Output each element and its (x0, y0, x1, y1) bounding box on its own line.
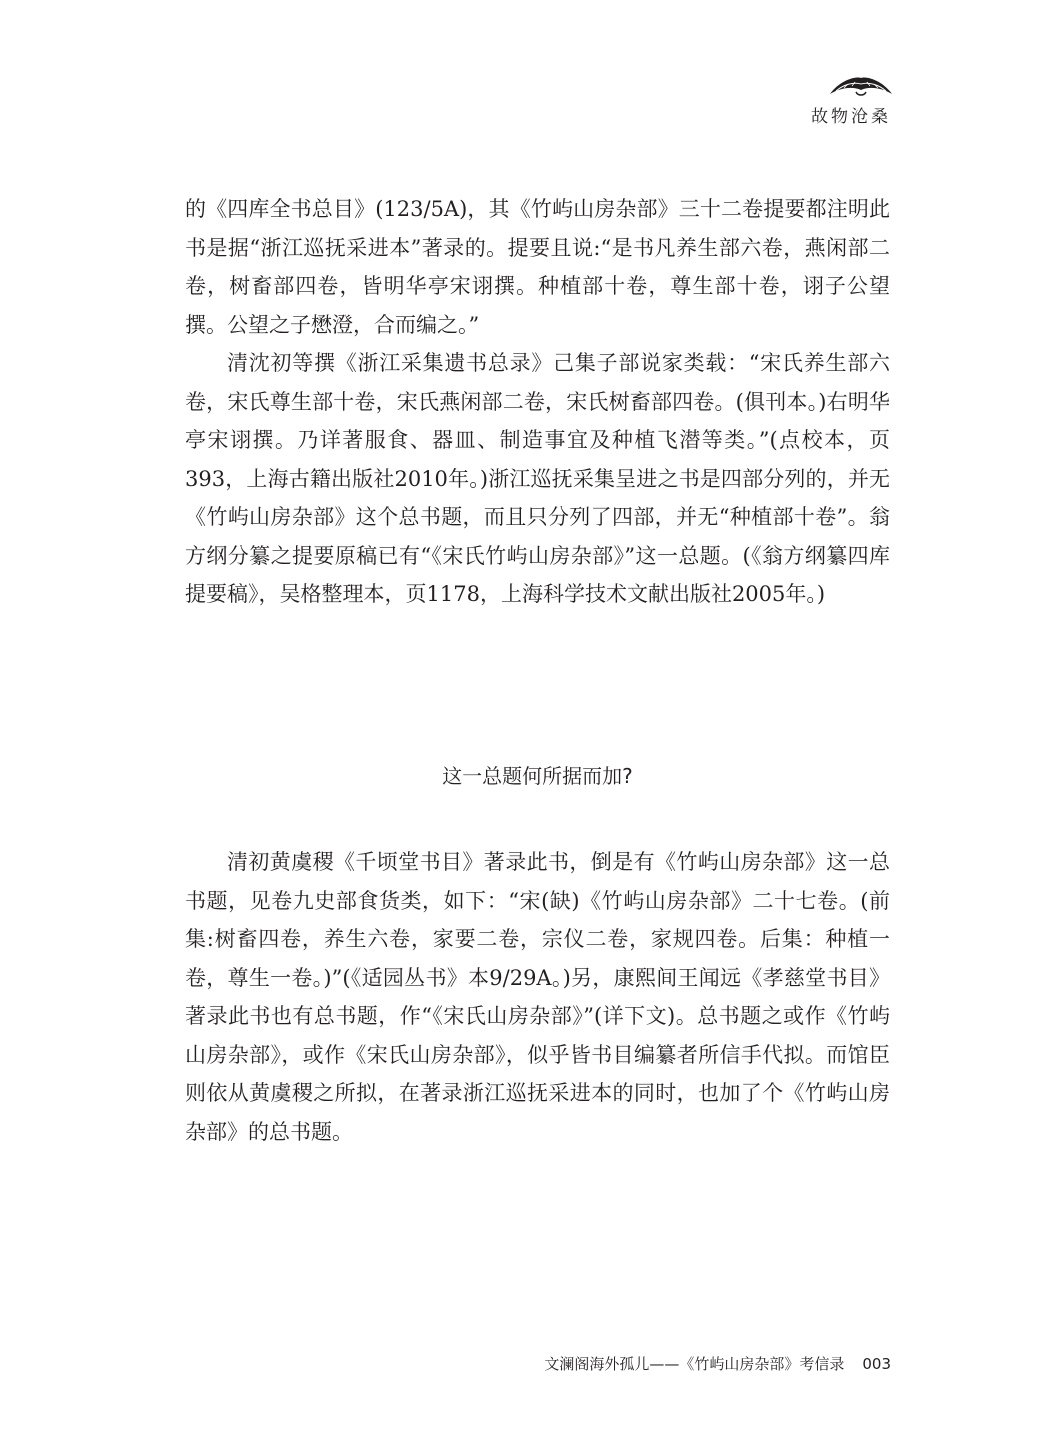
section-heading: 这一总题何所据而加? (442, 764, 633, 788)
paragraph: 清沈初等撰《浙江采集遗书总录》己集子部说家类载：“宋氏养生部六卷，宋氏尊生部十卷，宋氏燕闲部二卷，宋氏树畜部四卷。(俱刊本。)右明华亭宋诩撰。乃详著服食、器皿、制造事宜及种植飞潜等类。”(点校本，页393，上海古籍出版社2010年。)浙江巡抚采集呈进之书是四部分列的，并无《竹屿山房杂部》这个总书题，而且只分列了四部，并无“种植部十卷”。翁方纲分纂之提要原稿已有“《宋氏竹屿山房杂部》”这一总题。(《翁方纲纂四库提要稿》，吴格整理本，页1178，上海科学技术文献出版社2005年。) (185, 351, 890, 606)
paragraph: 清初黄虞稷《千顷堂书目》著录此书，倒是有《竹屿山房杂部》这一总书题，见卷九史部食货类，如下：“宋(缺)《竹屿山房杂部》二十七卷。(前集:树畜四卷，养生六卷，家要二卷，宗仪二卷，家规四卷。后集：种植一卷，尊生一卷。)”(《适园丛书》本9/29A。)另，康熙间王闻远《孝慈堂书目》著录此书也有总书题，作“《宋氏山房杂部》”(详下文)。总书题之或作《竹屿山房杂部》，或作《宋氏山房杂部》，似乎皆书目编纂者所信手代拟。而馆臣则依从黄虞稷之所拟，在著录浙江巡抚采进本的同时，也加了个《竹屿山房杂部》的总书题。 (185, 850, 890, 1144)
running-section-title: 故物沧桑 (811, 107, 891, 127)
leaf-ornament-icon (826, 74, 896, 100)
running-book-title: 文澜阁海外孤儿——《竹屿山房杂部》考信录 (544, 1355, 845, 1373)
paragraph: 的《四库全书总目》(123/5A)，其《竹屿山房杂部》三十二卷提要都注明此书是据“浙江巡抚采进本”著录的。提要且说:“是书凡养生部六卷，燕闲部二卷，树畜部四卷，皆明华亭宋诩撰。种植部十卷，尊生部十卷，诩子公望撰。公望之子懋澄，合而编之。” (185, 197, 890, 337)
page-number: 003 (862, 1355, 891, 1373)
body-text-bottom (185, 843, 890, 1151)
body-text-top (185, 190, 890, 614)
page-footer (544, 1353, 891, 1374)
